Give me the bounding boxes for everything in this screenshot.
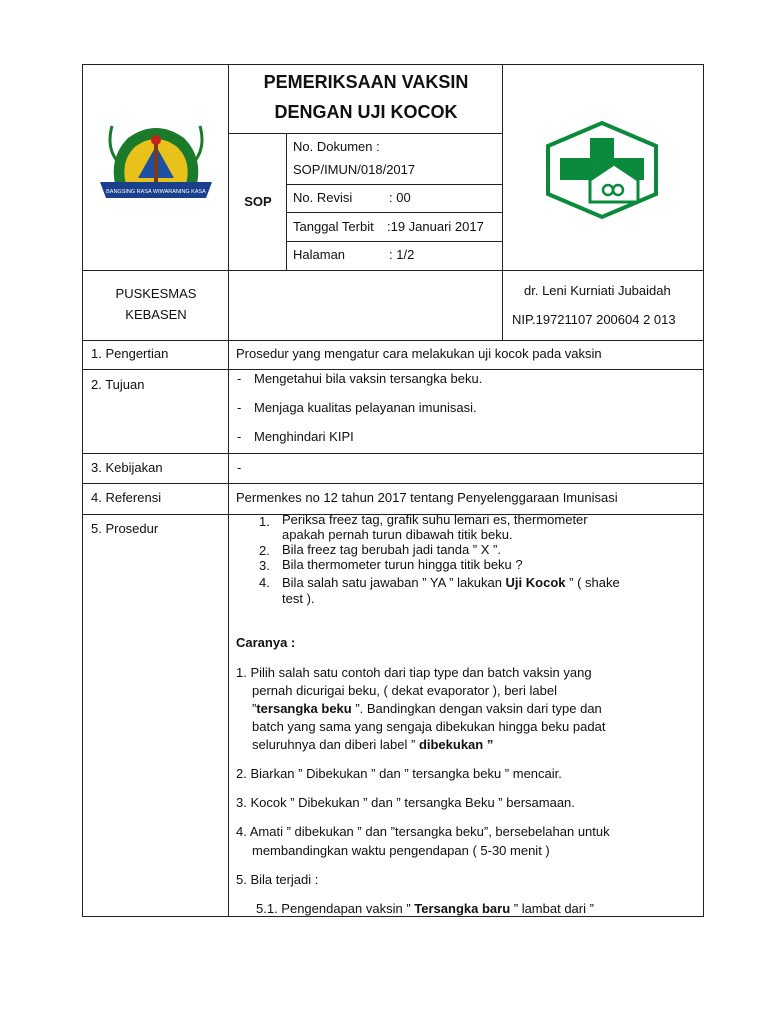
col-divider-sop	[286, 133, 287, 271]
row-divider-revisi	[286, 212, 503, 213]
step-4-line-1	[282, 575, 620, 590]
row-divider-title	[228, 133, 503, 134]
step-2-line-1: Bila freez tag berubah jadi tanda ” X ”.	[282, 542, 501, 557]
caranya-heading: Caranya :	[236, 635, 296, 650]
step-2-number: 2.	[259, 543, 270, 558]
pengertian-label: 1. Pengertian	[91, 346, 169, 361]
pengertian-text: Prosedur yang mengatur cara melakukan uji kocok pada vaksin	[236, 346, 602, 361]
document-title	[230, 67, 502, 127]
tujuan-bullet-2: -	[237, 400, 242, 415]
step-1-line-1: Periksa freez tag, grafik suhu lemari es, thermometer	[282, 512, 588, 527]
tujuan-item-1: Mengetahui bila vaksin tersangka beku.	[254, 371, 483, 386]
step-4-number: 4.	[259, 575, 270, 590]
cara-1-tersangka-beku: tersangka beku	[256, 701, 352, 716]
cara-5-1-text-a: 5.1. Pengendapan vaksin ”	[256, 901, 415, 916]
cara-5: 5. Bila terjadi :	[236, 872, 319, 887]
step-3-line-1: Bila thermometer turun hingga titik beku ?	[282, 557, 523, 572]
cara-1-line-2: pernah dicurigai beku, ( dekat evaporator ), beri label	[252, 683, 557, 698]
signer-nip: NIP.19721107 200604 2 013	[512, 312, 676, 327]
cara-1-line-5	[252, 736, 493, 754]
row-divider-org	[82, 340, 704, 341]
tujuan-bullet-3: -	[237, 429, 242, 444]
page-value: : 1/2	[389, 247, 415, 262]
doc-number-value: SOP/IMUN/018/2017	[293, 162, 416, 177]
col-divider-right	[502, 64, 503, 341]
tujuan-label: 2. Tujuan	[91, 377, 145, 392]
row-divider-tujuan	[82, 453, 704, 454]
cara-1-line-3	[252, 700, 602, 718]
cara-4-line-1: 4. Amati ” dibekukan ” dan ”tersangka beku”, bersebelahan untuk	[236, 824, 610, 839]
referensi-label: 4. Referensi	[91, 490, 162, 505]
step-4-line-2: test ).	[282, 591, 315, 606]
referensi-text: Permenkes no 12 tahun 2017 tentang Penyelenggaraan Imunisasi	[236, 490, 618, 505]
title-line-1: PEMERIKSAAN VAKSIN	[263, 72, 469, 92]
regency-seal-icon	[98, 118, 214, 210]
prosedur-label: 5. Prosedur	[91, 521, 159, 536]
cara-2: 2. Biarkan ” Dibekukan ” dan ” tersangka beku ” mencair.	[236, 766, 562, 781]
kebijakan-text: -	[237, 460, 242, 475]
cara-1-line-1: 1. Pilih salah satu contoh dari tiap type dan batch vaksin yang	[236, 665, 592, 680]
cara-3: 3. Kocok ” Dibekukan ” dan ” tersangka Beku ” bersamaan.	[236, 795, 575, 810]
org-name-line-2: KEBASEN	[125, 307, 187, 322]
row-divider-header	[82, 270, 704, 271]
org-name-line-1: PUSKESMAS	[115, 286, 197, 301]
step-1-number: 1.	[259, 514, 270, 529]
step-4-text-a: Bila salah satu jawaban ” YA ” lakukan	[282, 575, 506, 590]
cara-1-dibekukan: dibekukan ”	[418, 737, 494, 752]
cara-4-line-2: membandingkan waktu pengendapan ( 5-30 menit )	[252, 843, 550, 858]
cara-5-1-text-c: ” lambat dari ”	[510, 901, 594, 916]
step-3-number: 3.	[259, 558, 270, 573]
doc-number-label: No. Dokumen :	[293, 139, 380, 154]
step-4-uji-kocok: Uji Kocok	[505, 575, 566, 590]
row-divider-doc	[286, 184, 503, 185]
cara-1-text-e: seluruhnya dan diberi label ”	[252, 737, 419, 752]
step-1-line-2: apakah pernah turun dibawah titik beku.	[282, 527, 513, 542]
row-divider-kebijakan	[82, 483, 704, 484]
cara-1-quote: ”	[252, 701, 257, 716]
issue-date-value: :19 Januari 2017	[387, 219, 484, 234]
revision-value: : 00	[389, 190, 411, 205]
row-divider-tanggal	[286, 241, 503, 242]
seal-ribbon-text: BANGSING RASA WIWARANING KASA	[106, 189, 206, 195]
col-divider-main	[228, 64, 229, 917]
issue-date-label: Tanggal Terbit	[293, 219, 374, 234]
title-line-2: DENGAN UJI KOCOK	[274, 102, 458, 122]
cara-5-1-tersangka-baru: Tersangka baru	[414, 901, 511, 916]
cara-1-line-4: batch yang sama yang sengaja dibekukan hingga beku padat	[252, 719, 606, 734]
cara-5-1	[256, 900, 594, 918]
step-4-text-c: ” ( shake	[565, 575, 620, 590]
tujuan-item-3: Menghindari KIPI	[254, 429, 354, 444]
revision-label: No. Revisi	[293, 190, 353, 205]
kebijakan-label: 3. Kebijakan	[91, 460, 163, 475]
sop-label: SOP	[244, 194, 272, 209]
tujuan-item-2: Menjaga kualitas pelayanan imunisasi.	[254, 400, 477, 415]
puskesmas-cross-icon	[544, 120, 660, 220]
cara-1-text-c: ”. Bandingkan dengan vaksin dari type dan	[351, 701, 602, 716]
tujuan-bullet-1: -	[237, 371, 242, 386]
page-label: Halaman	[293, 247, 346, 262]
signer-name: dr. Leni Kurniati Jubaidah	[524, 283, 671, 298]
